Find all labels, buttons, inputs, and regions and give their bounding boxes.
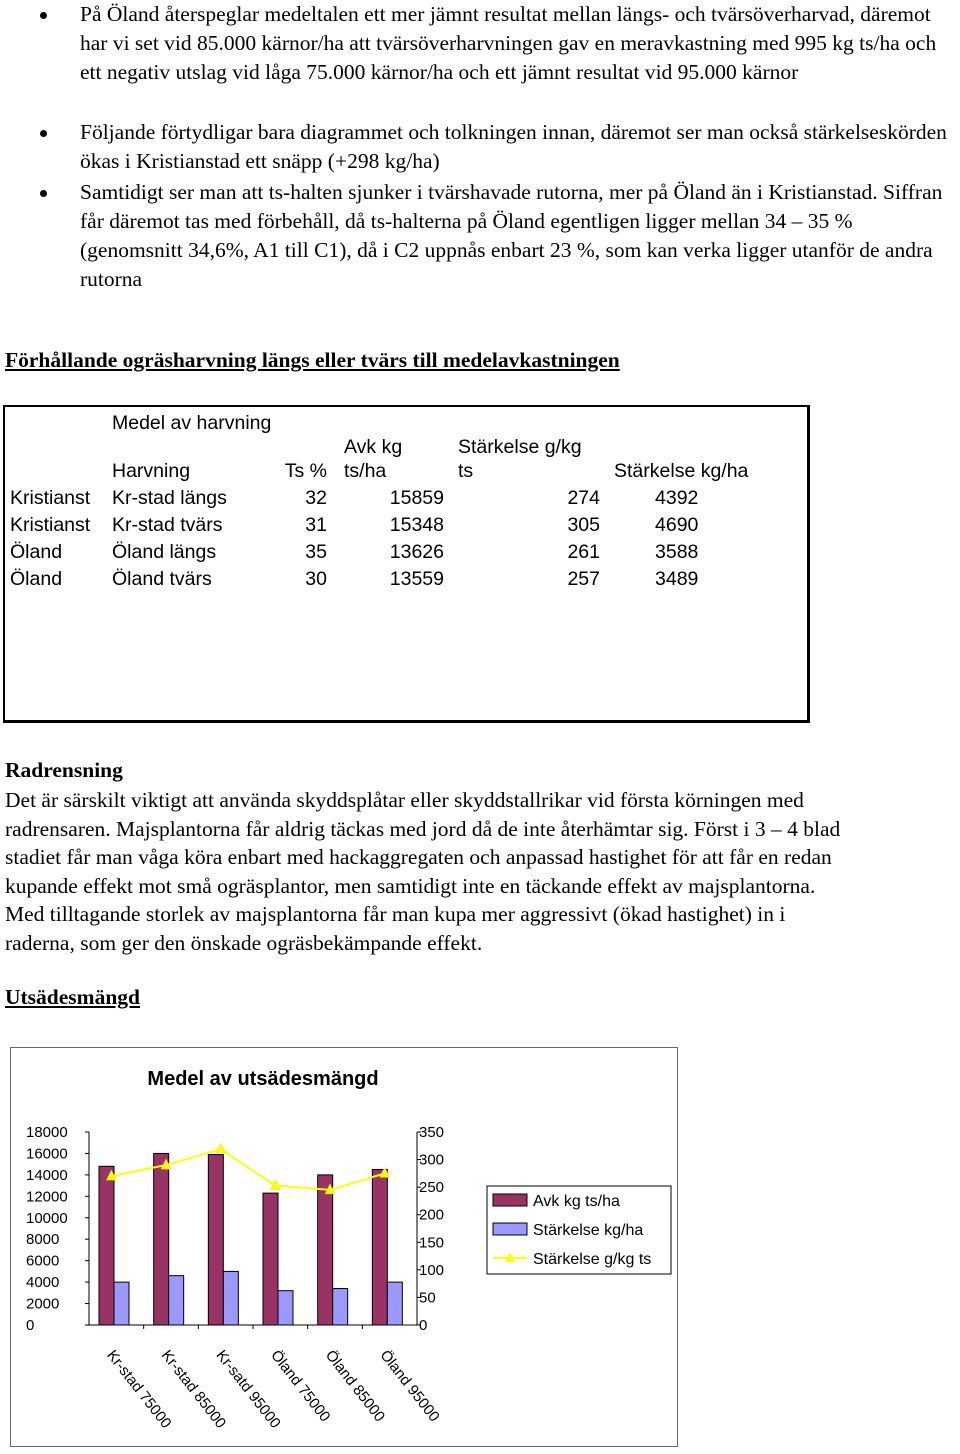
section-title-utsadesmangd: Utsädesmängd [5,985,140,1009]
paragraph-line: kupande effekt mot små ogräsplantor, men samtidigt inte en täckande effekt av majsplantorna. [5,873,816,898]
line-path [111,1149,384,1190]
table-caption: Medel av harvning [112,412,272,434]
cell-ts: 30 [305,568,327,590]
legend-swatch [493,1194,527,1206]
chart-bars [99,1153,402,1325]
x-tick-label: Öland 85000 [321,1346,389,1426]
cell-harvning: Öland längs [112,541,217,563]
bullet-text: Samtidigt ser man att ts-halten sjunker i tvärshavade rutorna, mer på Öland än i Kristianstad. Siffran får däremot tas med förbehåll, då ts-halterna på Öland egentligen ligger mellan 34 – 35 % (genomsnitt 34,6%, A1 till C1), då i C2 uppnås enbart 23 %, som kan verka ligger utanför de andra rutorna [80,180,943,291]
cell-starkelse-gkg: 305 [567,514,600,536]
paragraph-line: stadiet får man våga köra enbart med hackaggregaten och anpassad hastighet för att får en redan [5,845,832,870]
left-tick-label: 0 [26,1317,35,1334]
cell-ts: 32 [305,487,327,509]
bullet-item [40,0,955,87]
cell-place: Öland [10,541,63,563]
bar [154,1153,169,1325]
cell-starkelse-kgha: 3489 [655,568,699,590]
left-tick-label: 8000 [26,1231,60,1249]
cell-place: Kristianst [10,514,91,536]
bar [208,1155,223,1325]
cell-place: Kristianst [10,487,91,509]
right-tick-label: 0 [419,1317,428,1334]
header-starkelse-kgha: Stärkelse kg/ha [614,460,749,482]
cell-avk: 13626 [389,541,444,563]
bar [278,1291,293,1325]
radrensning-title: Radrensning [5,758,123,782]
bar [318,1175,333,1325]
bullet-item [40,118,955,176]
bullet-dot-icon [40,190,47,197]
legend-label: Avk kg ts/ha [533,1193,620,1210]
x-tick-label: Kr-stad 85000 [157,1346,230,1432]
cell-starkelse-gkg: 261 [567,541,600,563]
left-tick-label: 18000 [26,1124,68,1141]
bar [333,1289,348,1325]
cell-avk: 13559 [389,568,444,590]
line-point [270,1179,280,1189]
header-avk-unit: ts/ha [344,460,387,482]
x-tick-label: Kr-satd 95000 [212,1346,284,1432]
legend-swatch [493,1223,527,1235]
right-tick-label: 200 [419,1206,445,1224]
cell-ts: 35 [305,541,327,563]
x-tick-label: Öland 75000 [267,1346,334,1426]
bar [169,1276,184,1325]
bar [114,1282,129,1325]
cell-starkelse-gkg: 274 [567,487,600,509]
cell-harvning: Öland tvärs [112,568,212,590]
paragraph-line: Med tilltagande storlek av majsplantorna får man kupa mer aggressivt (ökad hastighet) in i [5,902,786,927]
header-ts: Ts % [284,460,327,482]
cell-avk: 15859 [389,487,444,509]
right-tick-label: 300 [419,1151,445,1169]
left-tick-label: 10000 [26,1209,68,1227]
header-avk: Avk kg [344,436,403,458]
header-harvning: Harvning [112,460,191,482]
left-tick-label: 14000 [26,1166,68,1184]
header-starkelse-gkg-unit: ts [458,460,474,482]
bar [223,1271,238,1325]
chart-axes [85,1132,421,1329]
cell-harvning: Kr-stad längs [112,487,227,509]
x-tick-label: Kr-stad 75000 [103,1346,175,1432]
right-tick-label: 250 [419,1179,445,1197]
cell-starkelse-kgha: 4392 [655,487,699,509]
bar [99,1166,114,1325]
left-tick-label: 12000 [26,1188,68,1206]
cell-ts: 31 [305,514,327,536]
legend-label: Stärkelse kg/ha [533,1222,644,1239]
cell-starkelse-gkg: 257 [567,568,600,590]
radrensning-paragraph [5,786,955,958]
legend-label: Stärkelse g/kg ts [533,1251,652,1268]
line-point [216,1143,226,1153]
left-tick-label: 4000 [26,1274,60,1292]
cell-avk: 15348 [389,514,444,536]
chart-title: Medel av utsädesmängd [147,1068,379,1090]
bullet-text: På Öland återspeglar medeltalen ett mer jämnt resultat mellan längs- och tvärsöverharvad, däremot har vi set vid 85.000 kärnor/ha att tvärsöverharvningen gav en meravkastning med 995 kg ts/ha och ett negativ utslag vid låga 75.000 kärnor/ha och ett jämnt resultat vid 95.000 kärnor [80,2,937,84]
left-tick-label: 2000 [26,1295,60,1313]
utsadesmangd-chart [11,1048,677,1446]
bullet-dot-icon [40,130,47,137]
bar [263,1193,278,1325]
bar [387,1282,402,1325]
bullet-text: Följande förtydligar bara diagrammet och tolkningen innan, däremot ser man också stärkelseskörden ökas i Kristianstad ett snäpp (+298 kg/ha) [80,120,947,173]
cell-starkelse-kgha: 3588 [655,541,699,563]
harvning-table [3,405,810,723]
paragraph-line: raderna, som ger den önskade ogräsbekämpande effekt. [5,930,483,955]
cell-harvning: Kr-stad tvärs [112,514,223,536]
right-tick-label: 50 [419,1289,436,1307]
left-tick-label: 16000 [26,1145,68,1163]
cell-place: Öland [10,568,63,590]
cell-starkelse-kgha: 4690 [655,514,699,536]
paragraph-line: Det är särskilt viktigt att använda skyddsplåtar eller skyddstallrikar vid första körningen med [5,788,804,812]
bar [372,1170,387,1325]
header-starkelse-gkg: Stärkelse g/kg [458,436,582,458]
bullet-item [40,178,955,294]
x-tick-label: Öland 95000 [376,1346,443,1426]
chart-legend [487,1186,671,1274]
paragraph-line: radrensaren. Majsplantorna får aldrig täckas med jord då de inte återhämtar sig. Först i 3 – 4 blad [5,816,841,841]
chart-line-series [106,1143,389,1194]
chart-frame [10,1047,678,1447]
right-tick-label: 100 [419,1261,445,1279]
right-tick-label: 350 [419,1124,445,1141]
bullet-dot-icon [40,12,47,19]
right-tick-label: 150 [419,1234,445,1252]
left-tick-label: 6000 [26,1252,60,1270]
section-title-harvning: Förhållande ogräsharvning längs eller tvärs till medelavkastningen [5,348,620,372]
